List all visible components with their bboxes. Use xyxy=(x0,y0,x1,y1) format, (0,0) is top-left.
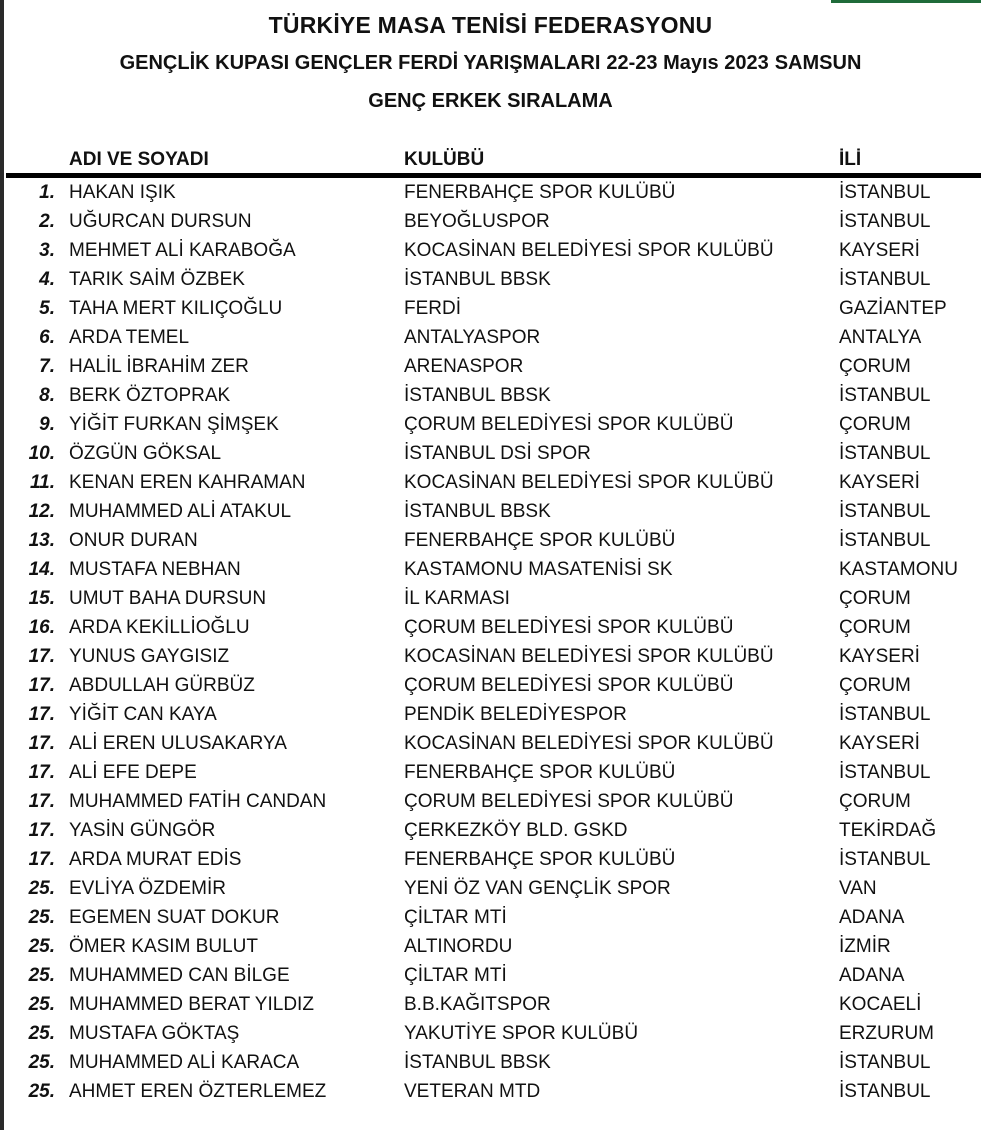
table-row xyxy=(0,700,981,729)
event-location: SAMSUN xyxy=(774,52,862,74)
player-name-cell: EGEMEN SUAT DOKUR xyxy=(69,907,280,928)
rank-cell: 13. xyxy=(28,530,55,551)
club-cell: ÇİLTAR MTİ xyxy=(404,965,507,986)
city-cell: KAYSERİ xyxy=(839,646,920,667)
city-cell: İSTANBUL xyxy=(839,501,931,522)
document-header xyxy=(0,6,981,120)
city-cell: VAN xyxy=(839,878,877,899)
rank-cell: 17. xyxy=(28,646,55,667)
player-name-cell: YİĞİT FURKAN ŞİMŞEK xyxy=(69,414,279,435)
city-cell: ERZURUM xyxy=(839,1023,934,1044)
player-name-cell: AHMET EREN ÖZTERLEMEZ xyxy=(69,1081,327,1102)
table-row xyxy=(0,932,981,961)
table-row xyxy=(0,613,981,642)
rank-cell: 2. xyxy=(39,211,55,232)
rank-cell: 25. xyxy=(28,1023,55,1044)
city-cell: İSTANBUL xyxy=(839,1081,931,1102)
column-header-club: KULÜBÜ xyxy=(404,149,485,170)
player-name-cell: MUHAMMED BERAT YILDIZ xyxy=(69,994,314,1015)
player-name-cell: ÖMER KASIM BULUT xyxy=(69,936,258,957)
city-cell: KAYSERİ xyxy=(839,472,920,493)
club-cell: PENDİK BELEDİYESPOR xyxy=(404,704,627,725)
player-name-cell: KENAN EREN KAHRAMAN xyxy=(69,472,306,493)
event-dates: 22-23 Mayıs 2023 xyxy=(606,52,769,74)
rank-cell: 17. xyxy=(28,791,55,812)
club-cell: FENERBAHÇE SPOR KULÜBÜ xyxy=(404,849,676,870)
club-cell: KOCASİNAN BELEDİYESİ SPOR KULÜBÜ xyxy=(404,646,774,667)
club-cell: ALTINORDU xyxy=(404,936,513,957)
table-row xyxy=(0,207,981,236)
table-row xyxy=(0,874,981,903)
city-cell: İZMİR xyxy=(839,936,891,957)
rank-cell: 9. xyxy=(39,414,55,435)
club-cell: ARENASPOR xyxy=(404,356,524,377)
rank-cell: 11. xyxy=(29,472,55,493)
club-cell: ÇORUM BELEDİYESİ SPOR KULÜBÜ xyxy=(404,675,734,696)
club-cell: İSTANBUL BBSK xyxy=(404,385,551,406)
player-name-cell: MUSTAFA GÖKTAŞ xyxy=(69,1023,240,1044)
rank-cell: 17. xyxy=(28,820,55,841)
rank-cell: 15. xyxy=(28,588,55,609)
rank-cell: 25. xyxy=(28,965,55,986)
rank-cell: 25. xyxy=(28,1081,55,1102)
rank-cell: 25. xyxy=(28,994,55,1015)
city-cell: ÇORUM xyxy=(839,791,911,812)
city-cell: İSTANBUL xyxy=(839,443,931,464)
city-cell: ÇORUM xyxy=(839,588,911,609)
club-cell: ÇERKEZKÖY BLD. GSKD xyxy=(404,820,628,841)
club-cell: ÇİLTAR MTİ xyxy=(404,907,507,928)
table-row xyxy=(0,323,981,352)
club-cell: VETERAN MTD xyxy=(404,1081,541,1102)
ranking-table xyxy=(0,178,981,1106)
player-name-cell: ABDULLAH GÜRBÜZ xyxy=(69,675,255,696)
club-cell: ÇORUM BELEDİYESİ SPOR KULÜBÜ xyxy=(404,791,734,812)
player-name-cell: YASİN GÜNGÖR xyxy=(69,820,216,841)
club-cell: FENERBAHÇE SPOR KULÜBÜ xyxy=(404,530,676,551)
club-cell: İSTANBUL DSİ SPOR xyxy=(404,443,591,464)
player-name-cell: MUHAMMED FATİH CANDAN xyxy=(69,791,327,812)
table-row xyxy=(0,729,981,758)
player-name-cell: MEHMET ALİ KARABOĞA xyxy=(69,240,296,261)
rank-cell: 17. xyxy=(28,733,55,754)
club-cell: KOCASİNAN BELEDİYESİ SPOR KULÜBÜ xyxy=(404,472,774,493)
table-row xyxy=(0,816,981,845)
rank-cell: 10. xyxy=(28,443,55,464)
player-name-cell: MUHAMMED ALİ KARACA xyxy=(69,1052,300,1073)
player-name-cell: EVLİYA ÖZDEMİR xyxy=(69,878,226,899)
rank-cell: 12. xyxy=(28,501,55,522)
player-name-cell: MUSTAFA NEBHAN xyxy=(69,559,241,580)
table-row xyxy=(0,439,981,468)
city-cell: KASTAMONU xyxy=(839,559,958,580)
city-cell: İSTANBUL xyxy=(839,704,931,725)
player-name-cell: ONUR DURAN xyxy=(69,530,198,551)
city-cell: İSTANBUL xyxy=(839,182,931,203)
club-cell: İL KARMASI xyxy=(404,588,510,609)
city-cell: ADANA xyxy=(839,907,905,928)
club-cell: ÇORUM BELEDİYESİ SPOR KULÜBÜ xyxy=(404,617,734,638)
rank-cell: 25. xyxy=(28,936,55,957)
rank-cell: 4. xyxy=(39,269,55,290)
federation-title: TÜRKİYE MASA TENİSİ FEDERASYONU xyxy=(268,12,713,38)
city-cell: İSTANBUL xyxy=(839,1052,931,1073)
city-cell: KAYSERİ xyxy=(839,240,920,261)
player-name-cell: ARDA KEKİLLİOĞLU xyxy=(69,617,250,638)
city-cell: ANTALYA xyxy=(839,327,922,348)
city-cell: ÇORUM xyxy=(839,414,911,435)
club-cell: KOCASİNAN BELEDİYESİ SPOR KULÜBÜ xyxy=(404,240,774,261)
club-cell: ÇORUM BELEDİYESİ SPOR KULÜBÜ xyxy=(404,414,734,435)
table-row xyxy=(0,468,981,497)
table-row xyxy=(0,178,981,207)
club-cell: YENİ ÖZ VAN GENÇLİK SPOR xyxy=(404,878,671,899)
table-row xyxy=(0,1077,981,1106)
city-cell: İSTANBUL xyxy=(839,530,931,551)
rank-cell: 17. xyxy=(28,849,55,870)
rank-cell: 25. xyxy=(28,878,55,899)
table-row xyxy=(0,294,981,323)
club-cell: FERDİ xyxy=(404,298,461,319)
player-name-cell: ALİ EREN ULUSAKARYA xyxy=(69,733,287,754)
table-row xyxy=(0,526,981,555)
table-row xyxy=(0,845,981,874)
table-row xyxy=(0,903,981,932)
table-row xyxy=(0,642,981,671)
rank-cell: 5. xyxy=(39,298,55,319)
club-cell: ANTALYASPOR xyxy=(404,327,541,348)
table-row xyxy=(0,352,981,381)
player-name-cell: UĞURCAN DURSUN xyxy=(69,211,252,232)
city-cell: GAZİANTEP xyxy=(839,298,947,319)
rank-cell: 1. xyxy=(39,182,55,203)
table-row xyxy=(0,410,981,439)
player-name-cell: YİĞİT CAN KAYA xyxy=(69,704,217,725)
city-cell: TEKİRDAĞ xyxy=(839,820,937,841)
player-name-cell: YUNUS GAYGISIZ xyxy=(69,646,230,667)
player-name-cell: HALİL İBRAHİM ZER xyxy=(69,356,249,377)
city-cell: İSTANBUL xyxy=(839,762,931,783)
table-row xyxy=(0,1019,981,1048)
city-cell: İSTANBUL xyxy=(839,211,931,232)
corner-accent-line xyxy=(831,0,981,3)
city-cell: ÇORUM xyxy=(839,356,911,377)
rank-cell: 17. xyxy=(28,762,55,783)
player-name-cell: BERK ÖZTOPRAK xyxy=(69,385,231,406)
player-name-cell: UMUT BAHA DURSUN xyxy=(69,588,267,609)
club-cell: FENERBAHÇE SPOR KULÜBÜ xyxy=(404,762,676,783)
city-cell: İSTANBUL xyxy=(839,849,931,870)
table-row xyxy=(0,555,981,584)
table-row xyxy=(0,497,981,526)
table-row xyxy=(0,1048,981,1077)
table-row xyxy=(0,236,981,265)
table-row xyxy=(0,671,981,700)
club-cell: KOCASİNAN BELEDİYESİ SPOR KULÜBÜ xyxy=(404,733,774,754)
player-name-cell: MUHAMMED CAN BİLGE xyxy=(69,965,290,986)
player-name-cell: TAHA MERT KILIÇOĞLU xyxy=(69,298,283,319)
club-cell: FENERBAHÇE SPOR KULÜBÜ xyxy=(404,182,676,203)
column-header-name: ADI VE SOYADI xyxy=(69,149,209,170)
club-cell: B.B.KAĞITSPOR xyxy=(404,994,551,1015)
rank-cell: 25. xyxy=(28,907,55,928)
club-cell: İSTANBUL BBSK xyxy=(404,1052,551,1073)
city-cell: KOCAELİ xyxy=(839,994,922,1015)
rank-cell: 17. xyxy=(28,675,55,696)
event-title xyxy=(0,44,981,82)
city-cell: İSTANBUL xyxy=(839,385,931,406)
rank-cell: 3. xyxy=(39,240,55,261)
table-row xyxy=(0,265,981,294)
city-cell: KAYSERİ xyxy=(839,733,920,754)
column-header-city: İLİ xyxy=(839,149,862,170)
player-name-cell: ARDA TEMEL xyxy=(69,327,190,348)
rank-cell: 16. xyxy=(28,617,55,638)
table-row xyxy=(0,990,981,1019)
player-name-cell: ALİ EFE DEPE xyxy=(69,762,197,783)
rank-cell: 7. xyxy=(39,356,55,377)
player-name-cell: ÖZGÜN GÖKSAL xyxy=(69,443,222,464)
player-name-cell: ARDA MURAT EDİS xyxy=(69,849,242,870)
club-cell: İSTANBUL BBSK xyxy=(404,501,551,522)
player-name-cell: MUHAMMED ALİ ATAKUL xyxy=(69,501,292,522)
table-row xyxy=(0,758,981,787)
club-cell: BEYOĞLUSPOR xyxy=(404,211,550,232)
table-row xyxy=(0,961,981,990)
rank-cell: 25. xyxy=(28,1052,55,1073)
city-cell: İSTANBUL xyxy=(839,269,931,290)
table-row xyxy=(0,381,981,410)
event-name: GENÇLİK KUPASI GENÇLER FERDİ YARIŞMALARI xyxy=(119,52,601,74)
rank-cell: 8. xyxy=(39,385,55,406)
city-cell: ADANA xyxy=(839,965,905,986)
ranking-title: GENÇ ERKEK SIRALAMA xyxy=(368,90,613,112)
club-cell: İSTANBUL BBSK xyxy=(404,269,551,290)
table-row xyxy=(0,584,981,613)
club-cell: YAKUTİYE SPOR KULÜBÜ xyxy=(404,1023,639,1044)
city-cell: ÇORUM xyxy=(839,675,911,696)
player-name-cell: HAKAN IŞIK xyxy=(69,182,176,203)
rank-cell: 14. xyxy=(28,559,55,580)
club-cell: KASTAMONU MASATENİSİ SK xyxy=(404,559,673,580)
rank-cell: 17. xyxy=(28,704,55,725)
table-row xyxy=(0,787,981,816)
city-cell: ÇORUM xyxy=(839,617,911,638)
rank-cell: 6. xyxy=(39,327,55,348)
player-name-cell: TARIK SAİM ÖZBEK xyxy=(69,269,245,290)
